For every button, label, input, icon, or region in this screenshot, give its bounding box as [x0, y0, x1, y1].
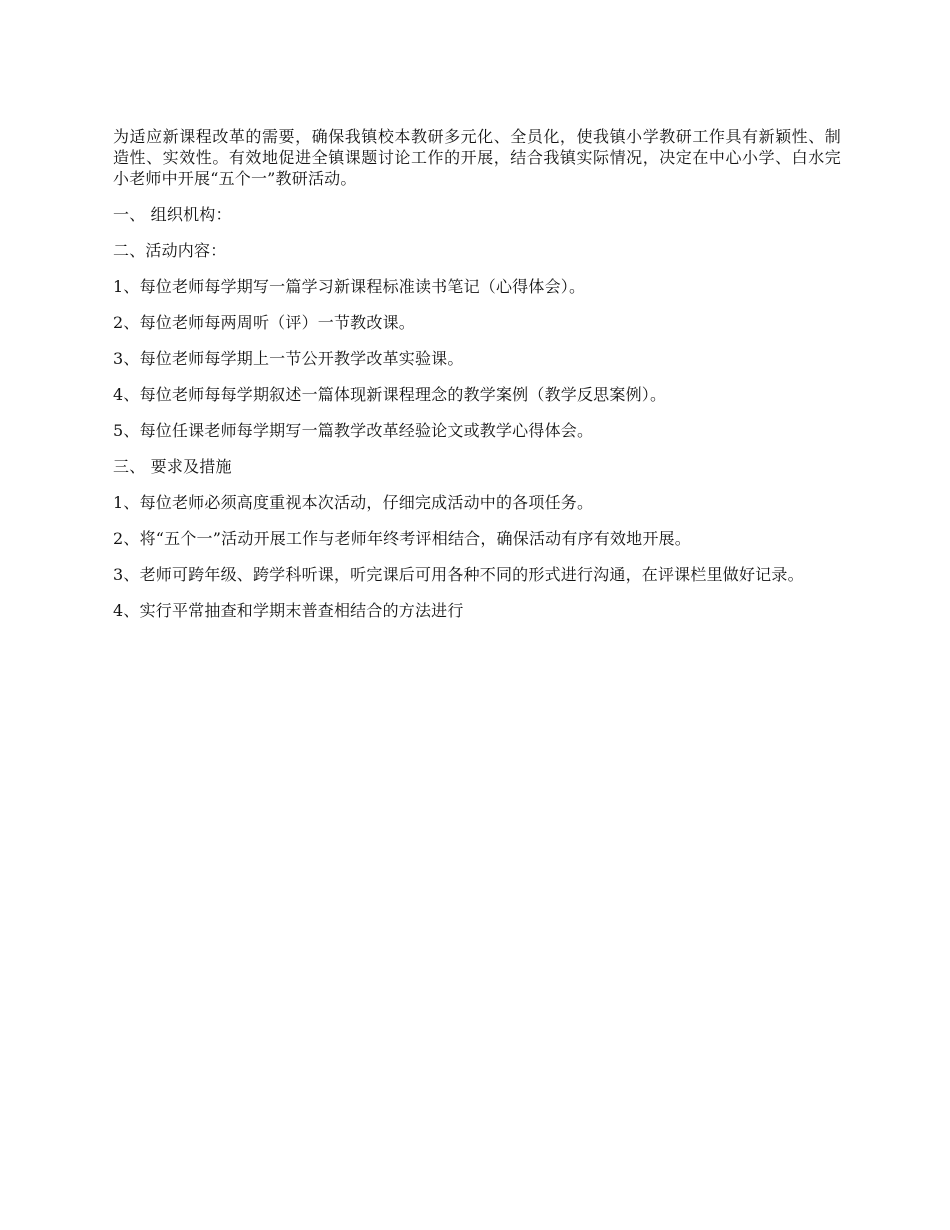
activity-item-1: 1、每位老师每学期写一篇学习新课程标准读书笔记（心得体会）。 — [113, 277, 586, 296]
section-heading-requirements: 三、 要求及措施 — [113, 457, 232, 476]
section-heading-activities: 二、活动内容： — [113, 241, 227, 260]
section-heading-organization: 一、 组织机构： — [113, 205, 232, 224]
requirement-item-4: 4、实行平常抽查和学期末普查相结合的方法进行 — [113, 601, 464, 620]
activity-item-5: 5、每位任课老师每学期写一篇教学改革经验论文或教学心得体会。 — [113, 421, 594, 440]
activity-item-3: 3、每位老师每学期上一节公开教学改革实验课。 — [113, 349, 464, 368]
document-body — [113, 126, 841, 636]
requirement-item-2: 2、将“五个一”活动开展工作与老师年终考评相结合，确保活动有序有效地开展。 — [113, 529, 691, 548]
activity-item-2: 2、每位老师每两周听（评）一节教改课。 — [113, 313, 415, 332]
requirement-item-1: 1、每位老师必须高度重视本次活动，仔细完成活动中的各项任务。 — [113, 493, 594, 512]
requirement-item-3: 3、老师可跨年级、跨学科听课，听完课后可用各种不同的形式进行沟通，在评课栏里做好记录。 — [113, 565, 804, 584]
activity-item-4: 4、每位老师每每学期叙述一篇体现新课程理念的教学案例（教学反思案例）。 — [113, 385, 667, 404]
intro-paragraph: 为适应新课程改革的需要，确保我镇校本教研多元化、全员化，使我镇小学教研工作具有新颖性、制造性、实效性。有效地促进全镇课题讨论工作的开展，结合我镇实际情况，决定在中心小学、白水完小老师中开展“五个一”教研活动。 — [113, 127, 841, 188]
